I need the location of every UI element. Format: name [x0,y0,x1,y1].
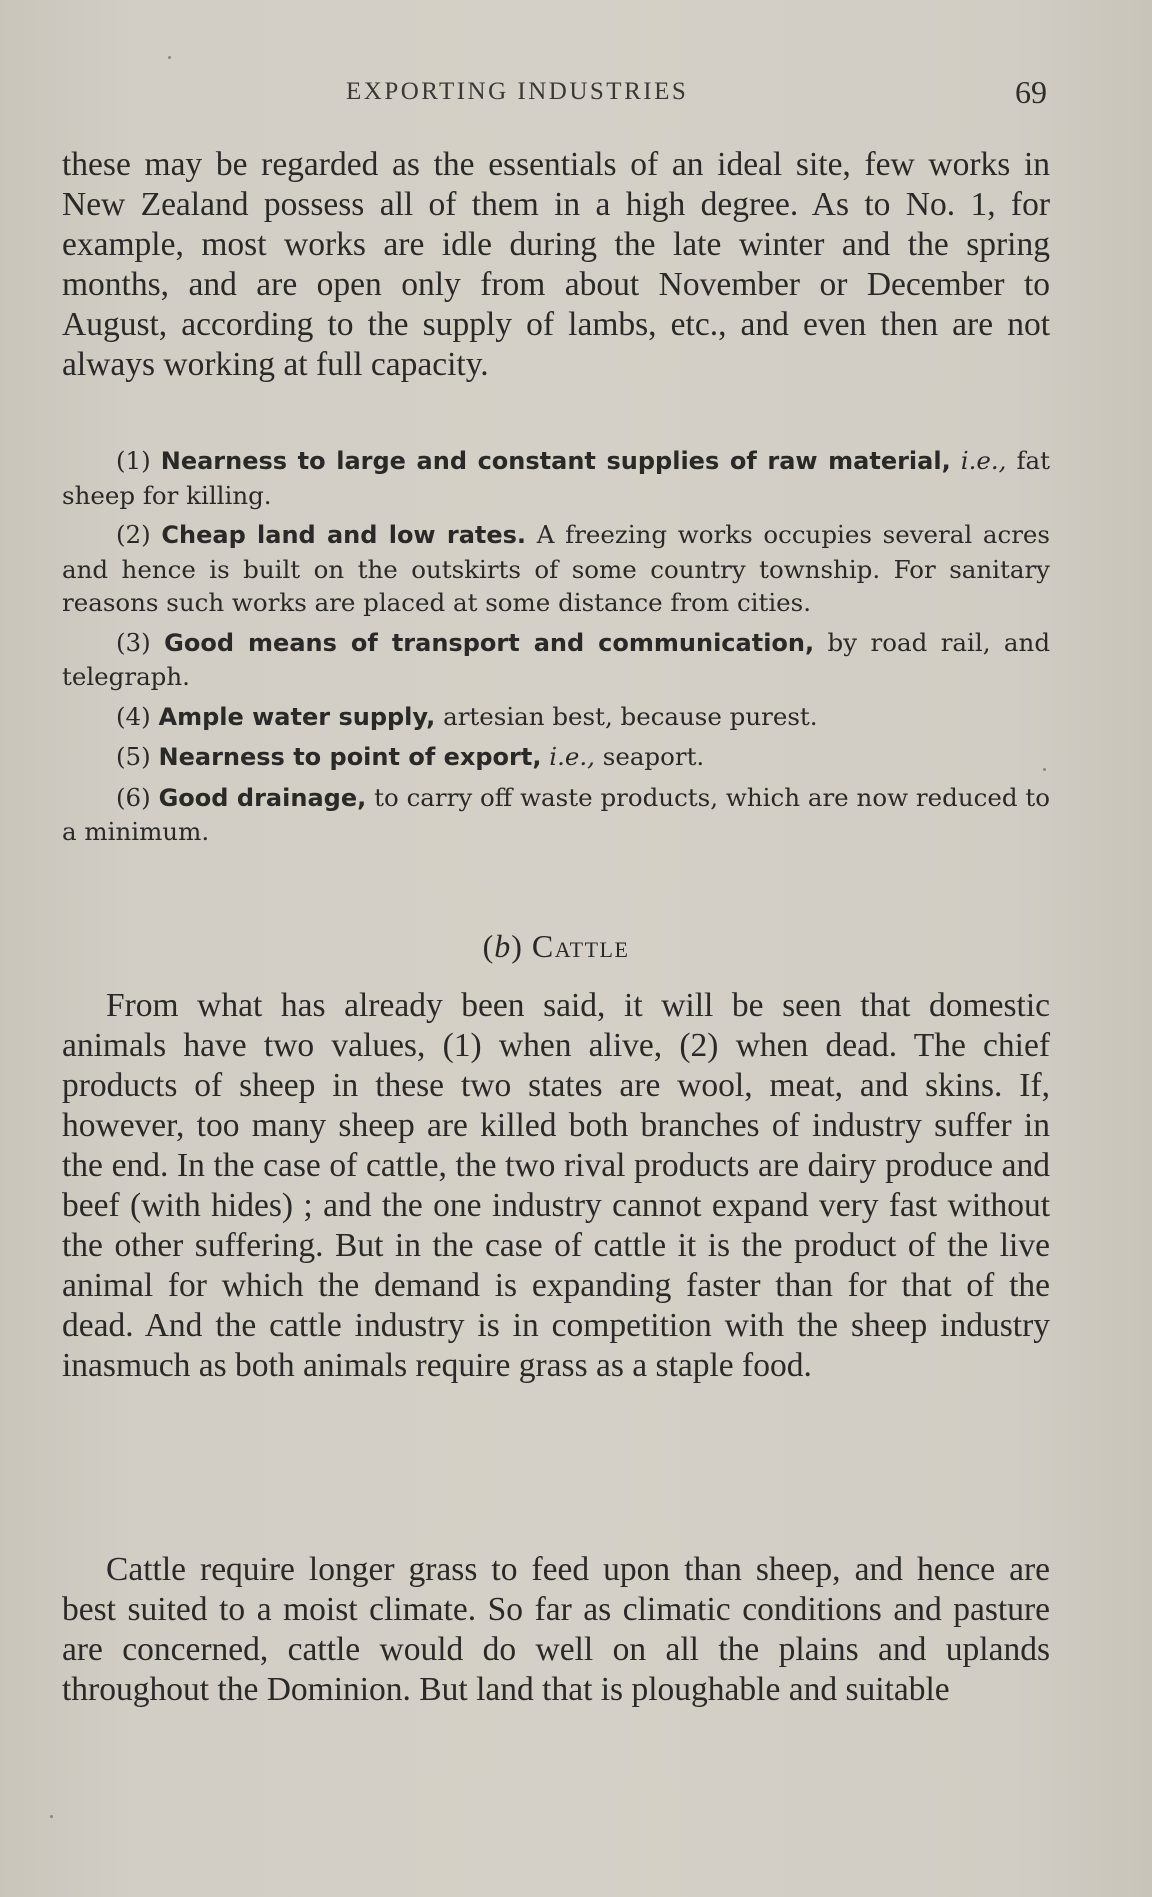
paper-speck [50,1815,53,1818]
list-item-heading: Cheap land and low rates. [161,521,527,549]
list-item-italic: i.e., [549,742,595,771]
list-item-text: fat sheep for killing. [62,446,1050,510]
section-heading [62,928,1050,965]
cattle-paragraph-1: From what has already been said, it will be seen that domestic animals have two values, (1) when alive, (2) when dead. The chief products of sheep in these two states are wool, meat, and skins. If, however, too many sheep are killed both branches of industry suffer in the end. In the case of cattle, the two rival products are dairy produce and beef (with hides) ; and the one industry cannot expand very fast without the other suffering. But in the case of cattle it is the product of the live animal for which the demand is expanding faster than for that of the dead. And the cattle industry is in competition with the sheep industry inasmuch as both animals require grass as a staple food. [62,987,1050,1384]
list-item: (3) Good means of transport and communication, by road rail, and telegraph. [62,627,1050,691]
paper-speck [168,56,171,59]
list-item-italic: i.e., [960,446,1007,475]
list-item-text: seaport. [594,742,705,771]
section-title: Cattle [531,928,630,964]
list-item-text: to carry off waste products, which are now reduced to a minimum. [62,782,1050,846]
running-head [62,74,1050,114]
intro-paragraph: these may be regarded as the essentials of an ideal site, few works in New Zealand possess all of them in a high degree. As to No. 1, for example, most works are idle during the late winter and the spring months, and are open only from about November or December to August, according to the supply of lambs, etc., and even then are not always working at full capacity. [62,146,1050,383]
list-item: (6) Good drainage, to carry off waste products, which are now reduced to a minimum. [62,782,1050,846]
list-item-text: by road rail, and telegraph. [62,627,1050,691]
list-item-heading: Ample water supply, [158,702,436,731]
paper-speck [1043,768,1046,771]
cattle-paragraph-2: Cattle require longer grass to feed upon than sheep, and hence are best suited to a moist climate. So far as climatic conditions and pasture are concerned, cattle would do well on all the plains and uplands throughout the Dominion. But land that is ploughable and suitable [62,1551,1050,1708]
list-item: (4) Ample water supply, artesian best, because purest. [116,701,818,731]
section-label: (b) [482,928,523,964]
list-item: (1) Nearness to large and constant supplies of raw material, i.e., fat sheep for killing. [62,446,1050,510]
page-number: 69 [1015,74,1047,110]
list-item-heading: Good drainage, [158,783,367,812]
list-item-text: A freezing works occupies several acres and hence is built on the outskirts of some country township. For sanitary reasons such works are placed at some distance from cities. [62,520,1050,617]
list-item-text: artesian best, because purest. [435,701,818,731]
essentials-list [62,444,1050,855]
list-item-heading: Good means of transport and communication, [164,628,815,657]
list-item: (2) Cheap land and low rates. A freezing works occupies several acres and hence is built on the outskirts of some country township. For sanitary reasons such works are placed at some distance from cities. [62,520,1050,617]
list-item-heading: Nearness to point of export, [158,743,542,771]
list-item-heading: Nearness to large and constant supplies of raw material, [160,447,951,475]
list-item: (5) Nearness to point of export, i.e., seaport. [116,742,705,771]
running-title: EXPORTING INDUSTRIES [346,78,689,105]
